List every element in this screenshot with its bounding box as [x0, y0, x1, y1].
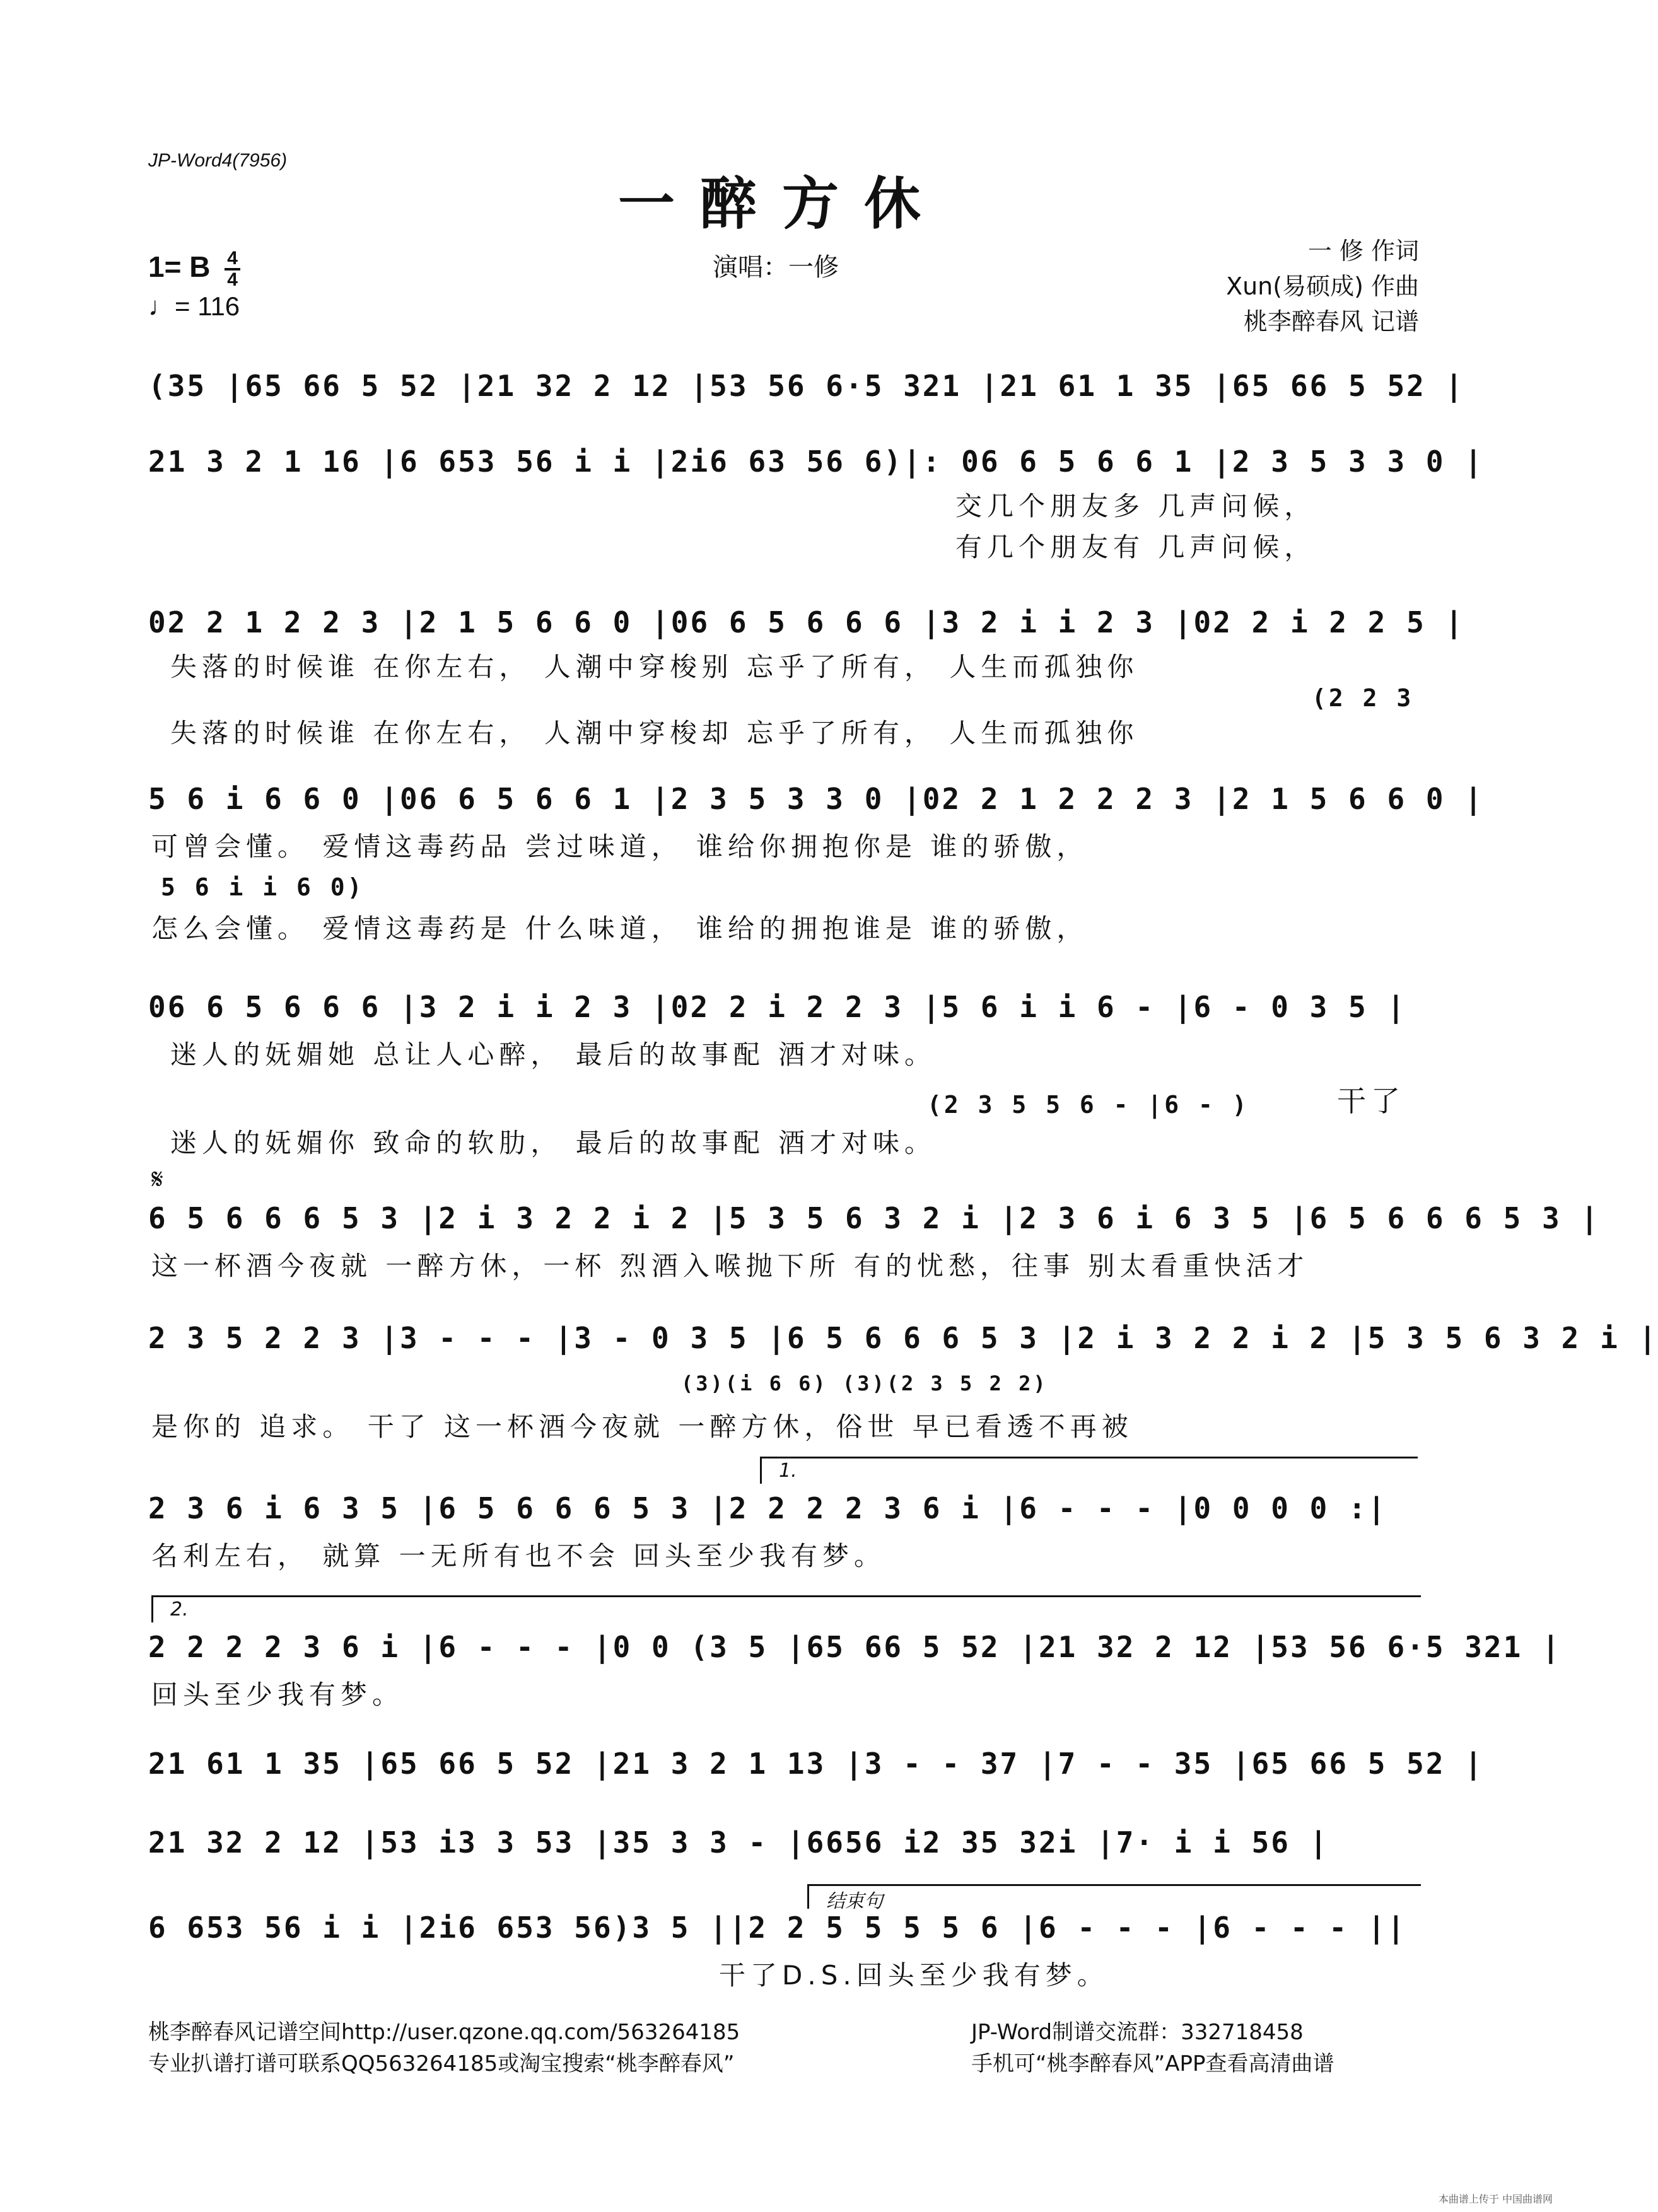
lyric-line: 回头至少我有梦。 — [151, 1679, 404, 1710]
composer-credit: Xun(易硕成) 作曲 — [1226, 272, 1419, 300]
lyric-line: 迷人的妩媚她 总让人心醉， 最后的故事配 酒才对味。 — [170, 1039, 937, 1070]
volta-bracket-2 — [151, 1595, 1421, 1622]
generator-label: JP-Word4(7956) — [148, 150, 288, 171]
footer-left-2: 专业扒谱打谱可联系QQ563264185或淘宝搜索“桃李醉春风” — [148, 2051, 735, 2076]
alt-notes: (2 3 5 5 6 - |6 - ) — [927, 1091, 1249, 1119]
alt-notes: (3)(i 6 6) (3)(2 3 5 2 2) — [681, 1371, 1048, 1395]
lyricist-credit: 一 修 作词 — [1307, 237, 1419, 265]
score-line-5: 06 6 5 6 6 6 |3 2 i i 2 3 |02 2 i 2 2 3 |5 6 i i 6 - |6 - 0 3 5 | — [148, 990, 1407, 1024]
time-signature-top: 4 — [225, 249, 240, 271]
volta-bracket-1 — [760, 1457, 1418, 1484]
score-line-10: 21 61 1 35 |65 66 5 52 |21 3 2 1 13 |3 - - 37 |7 - - 35 |65 66 5 52 | — [148, 1747, 1484, 1781]
lyric-line: 干了D.S.回头至少我有梦。 — [719, 1960, 1109, 1991]
score-line-4: 5 6 i 6 6 0 |06 6 5 6 6 1 |2 3 5 3 3 0 |02 2 1 2 2 2 3 |2 1 5 6 6 0 | — [148, 782, 1484, 816]
transcriber-credit: 桃李醉春风 记谱 — [1243, 308, 1419, 335]
lyric-line: 干了 — [1337, 1084, 1405, 1118]
lyric-line: 失落的时候谁 在你左右， 人潮中穿梭却 忘乎了所有， 人生而孤独你 — [170, 718, 1139, 748]
volta-label-2: 2. — [170, 1598, 189, 1621]
time-signature — [225, 249, 240, 289]
score-line-1: (35 |65 66 5 52 |21 32 2 12 |53 56 6·5 321 |21 61 1 35 |65 66 5 52 | — [148, 369, 1465, 403]
score-line-12: 6 653 56 i i |2i6 653 56)3 5 ||2 2 5 5 5 5 6 |6 - - - |6 - - - || — [148, 1911, 1407, 1945]
score-line-9: 2 2 2 2 3 6 i |6 - - - |0 0 (3 5 |65 66 5 52 |21 32 2 12 |53 56 6·5 321 | — [148, 1630, 1562, 1664]
ending-bracket — [807, 1884, 1421, 1909]
lyric-line: 这一杯酒今夜就 一醉方休，一杯 烈酒入喉抛下所 有的忧愁，往事 别太看重快活才 — [151, 1250, 1309, 1281]
upload-stamp: 本曲谱上传于 中国曲谱网 — [1438, 2193, 1553, 2205]
credits-block — [1226, 233, 1419, 339]
score-line-3: 02 2 1 2 2 3 |2 1 5 6 6 0 |06 6 5 6 6 6 |3 2 i i 2 3 |02 2 i 2 2 5 | — [148, 605, 1465, 639]
lyric-line: 失落的时候谁 在你左右， 人潮中穿梭别 忘乎了所有， 人生而孤独你 — [170, 651, 1139, 682]
lyric-line: 名利左右， 就算 一无所有也不会 回头至少我有梦。 — [151, 1540, 886, 1571]
lyric-line: 怎么会懂。 爱情这毒药是 什么味道， 谁给的拥抱谁是 谁的骄傲， — [151, 913, 1089, 944]
lyric-line: 有几个朋友有 几声问候， — [955, 532, 1316, 562]
score-line-11: 21 32 2 12 |53 i3 3 53 |35 3 3 - |6656 i2 35 32i |7· i i 56 | — [148, 1825, 1329, 1860]
footer-right-1: JP-Word制谱交流群：332718458 — [971, 2020, 1304, 2045]
lyric-line: 迷人的妩媚你 致命的软肋， 最后的故事配 酒才对味。 — [170, 1127, 937, 1158]
singer-credit: 演唱：一修 — [713, 253, 839, 282]
ending-label: 结束句 — [826, 1890, 883, 1912]
lyric-line: 可曾会懂。 爱情这毒药品 尝过味道， 谁给你拥抱你是 谁的骄傲， — [151, 831, 1089, 862]
score-line-2: 21 3 2 1 16 |6 653 56 i i |2i6 63 56 6)|: 06 6 5 6 6 1 |2 3 5 3 3 0 | — [148, 445, 1484, 479]
footer-left-1: 桃李醉春风记谱空间http://user.qzone.qq.com/563264185 — [148, 2020, 740, 2045]
alt-notes: 5 6 i i 6 0) — [161, 873, 365, 901]
score-line-6: 6 5 6 6 6 5 3 |2 i 3 2 2 i 2 |5 3 5 6 3 2 i |2 3 6 i 6 3 5 |6 5 6 6 6 5 3 | — [148, 1201, 1601, 1235]
lyric-line: 交几个朋友多 几声问候， — [955, 491, 1316, 521]
score-line-8: 2 3 6 i 6 3 5 |6 5 6 6 6 5 3 |2 2 2 2 3 6 i |6 - - - |0 0 0 0 :| — [148, 1491, 1387, 1525]
key-signature — [148, 249, 240, 289]
volta-label-1: 1. — [779, 1460, 797, 1482]
score-line-7: 2 3 5 2 2 3 |3 - - - |3 - 0 3 5 |6 5 6 6 6 5 3 |2 i 3 2 2 i 2 |5 3 5 6 3 2 i | — [148, 1321, 1658, 1355]
page-title: 一醉方休 — [618, 171, 946, 237]
time-signature-bottom: 4 — [227, 269, 238, 290]
key-label: 1= B — [148, 250, 211, 284]
segno-icon: 𝄋 — [151, 1163, 163, 1196]
alt-notes: (2 2 3 — [1312, 684, 1414, 712]
tempo-marking: ♩= 116 — [148, 291, 240, 321]
footer-right-2: 手机可“桃李醉春风”APP查看高清曲谱 — [971, 2051, 1334, 2076]
lyric-line: 是你的 追求。 干了 这一杯酒今夜就 一醉方休，俗世 早已看透不再被 — [151, 1411, 1133, 1442]
